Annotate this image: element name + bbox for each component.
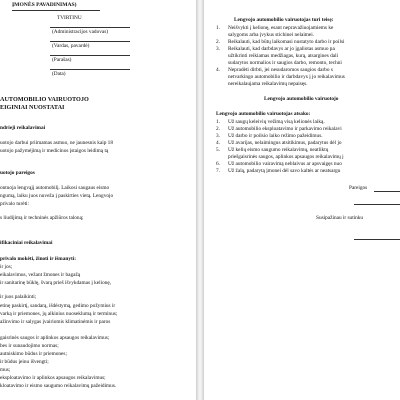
rights-item-text: nereikalaujama reikalavimų nepaisęs. xyxy=(228,81,308,87)
subsection-knowledge: privalo mokėti, žinoti ir išmanyti: xyxy=(0,256,76,262)
rights-title: Lengvojo automobilio vairuotojas turi teisę: xyxy=(234,17,334,23)
sign-line xyxy=(50,55,130,56)
company-underline xyxy=(12,10,100,11)
resp-item-text: Už saugų keleivių vežimą visą kelionės laiką. xyxy=(228,119,325,125)
section-general: ndrieji reikalavimai xyxy=(0,125,46,131)
position-label: Pareigos xyxy=(349,185,368,191)
position-line xyxy=(374,191,400,192)
rights-item-num: 1. xyxy=(216,25,220,31)
resp-item-text: Už automobilio eksploatavimo ir parkavimo reikalavi xyxy=(228,126,342,132)
rights-item-text: Neišvykti į kelionę, esant nepravažiuojamiems ke xyxy=(228,25,334,31)
resp-item-text: Už darbo ir poilsio laiko režimo pažeidimus. xyxy=(228,133,323,139)
sign-line xyxy=(50,69,130,70)
knowledge-line: kloatavimo ir eismo saugumo reikalavimų pažeidimus. xyxy=(0,383,117,389)
resp-item-num: 4. xyxy=(216,140,220,146)
company-name: ĮMONĖS PAVADINIMAS) xyxy=(12,2,77,8)
resp-item-num: 6. xyxy=(216,161,220,167)
knowledge-line: ir juos palaikinti; xyxy=(0,294,37,300)
sign-line xyxy=(50,27,130,28)
rights-item-text: Reikalauti, kad darbdavys ar jo įgaliotas asmuo pa xyxy=(228,46,335,52)
knowledge-line: eikalavimus, vežant žmones ir bagažą xyxy=(0,272,81,278)
knowledge-line: eksploatavimo ir aplinkos apsaugos reikalavimus; xyxy=(0,375,106,381)
rights-item-text: netvarkingo automobilio ir darbdavys į jo reikalavimus xyxy=(228,74,345,80)
document-page-right xyxy=(204,0,400,400)
knowledge-line: mus; xyxy=(0,367,11,373)
knowledge-line: ir sanitarinę būklę, švarą prieš išvykdamas į kelionę, xyxy=(0,280,112,286)
sign-line xyxy=(50,41,130,42)
approval-label: TVIRTINU xyxy=(57,15,82,21)
sig-field-signature: (Parašas) xyxy=(52,57,72,63)
rights-item-text: Nepradėti dirbti, jei nesudaromos saugios darbo s xyxy=(228,67,333,73)
para-duties-2: ngumą, laiku juos nuveža į paskirties vietą. Lengvojo xyxy=(0,193,114,199)
para-general-1: uotojo darbui priimamas asmuo, ne jaunesnis kaip 18 xyxy=(0,140,113,146)
knowledge-line: etinę paskirtį, sandarą, išdėstymą, gedimo požymius ir xyxy=(0,303,116,309)
para-duties-4: s liudijimą ir techninės apžiūros taloną; xyxy=(0,215,84,221)
resp-item-num: 2. xyxy=(216,126,220,132)
resp-item-text: Už automobilio vairavimą neblaivus ar apsvaigęs nuo xyxy=(228,161,342,167)
doc-title-line2: EIGINIAI NUOSTATAI xyxy=(0,104,65,111)
para-duties-3: privalo turėti: xyxy=(0,201,29,207)
sig-field-admin: (Administracijos vadovas) xyxy=(52,29,109,35)
rights-item-text: Reikalauti, kad būtų laikomasi nustatyto darbo ir poilsi xyxy=(228,39,345,45)
knowledge-line: bes ir sunaudojimo normas; xyxy=(0,343,59,349)
resp-item-text: Už kelių eismo saugumo reikalavimų, neatliktų xyxy=(228,147,329,153)
knowledge-line: ir būdus įeinu išvengti; xyxy=(0,359,49,365)
rights-item-text: salygoms arba įvykus stichinei nelaimei. xyxy=(228,32,315,38)
responsibility-heading-centered: Lengvojo automobilio vairuotojo xyxy=(264,96,339,102)
resp-item-num: 1. xyxy=(216,119,220,125)
doc-title-line1: AUTOMOBILIO VAIRUOTOJO xyxy=(0,96,89,103)
resp-item-text: Už avarijas, nelaimingus atsitikimus, padarytus dėl jo xyxy=(228,140,342,146)
knowledge-line: ažinvimo ir salygas įvairiomis klimatinėmis ir paros xyxy=(0,319,111,325)
resp-item-num: 7. xyxy=(216,168,220,174)
rights-item-num: 2. xyxy=(216,39,220,45)
ack-line xyxy=(354,239,400,240)
knowledge-line: varką ir priemones, jų alkinius nuoseklumą ir terminus; xyxy=(0,311,118,317)
rights-item-text: sudarytos normalios ir saugios darbo, remonto, techni xyxy=(228,60,342,66)
para-general-2: uotojo pažymėjimą ir medicinos įstaigos leidimą tą xyxy=(0,148,109,154)
sig-field-date: (Data) xyxy=(52,71,66,77)
sig-field-name: (Vardas, pavardė) xyxy=(52,43,90,49)
rights-item-num: 4. xyxy=(216,67,220,73)
resp-item-num: 3. xyxy=(216,133,220,139)
ack-label: Susipažinau ir sutinku xyxy=(316,215,364,221)
resp-item-num: 5. xyxy=(216,147,220,153)
rights-item-num: 3. xyxy=(216,46,220,52)
para-duties-1: ontuoja lengvąjį automobilį. Laikosi saugaus eismo xyxy=(0,185,110,191)
section-duties: uotojo pareigos xyxy=(0,170,35,176)
signature-line xyxy=(354,204,400,205)
page-gutter xyxy=(196,0,204,400)
document-page-left xyxy=(0,0,196,400)
resp-item-text: Už žalą, padarytą įmonei dėl savo kaltės ar neatsargu xyxy=(228,168,341,174)
knowledge-line: autniskimo būdus ir priemones; xyxy=(0,351,67,357)
knowledge-line: ir jos; xyxy=(0,264,13,270)
section-qualifications: ifikaciniai reikalavimai xyxy=(0,240,53,246)
rights-item-text: užtikrinti reikiamas medžiagas, kurą, atsargines dali xyxy=(228,53,339,59)
resp-item-text: priešgaisrinės saugos, aplinkos apsaugos reikalavimų j xyxy=(228,154,344,160)
responsibility-title: Lengvojo automobilio vairuotojas atsako: xyxy=(216,111,311,117)
knowledge-line: gaisrinės saugos ir aplinkos apsaugos reikalavimus; xyxy=(0,335,110,341)
